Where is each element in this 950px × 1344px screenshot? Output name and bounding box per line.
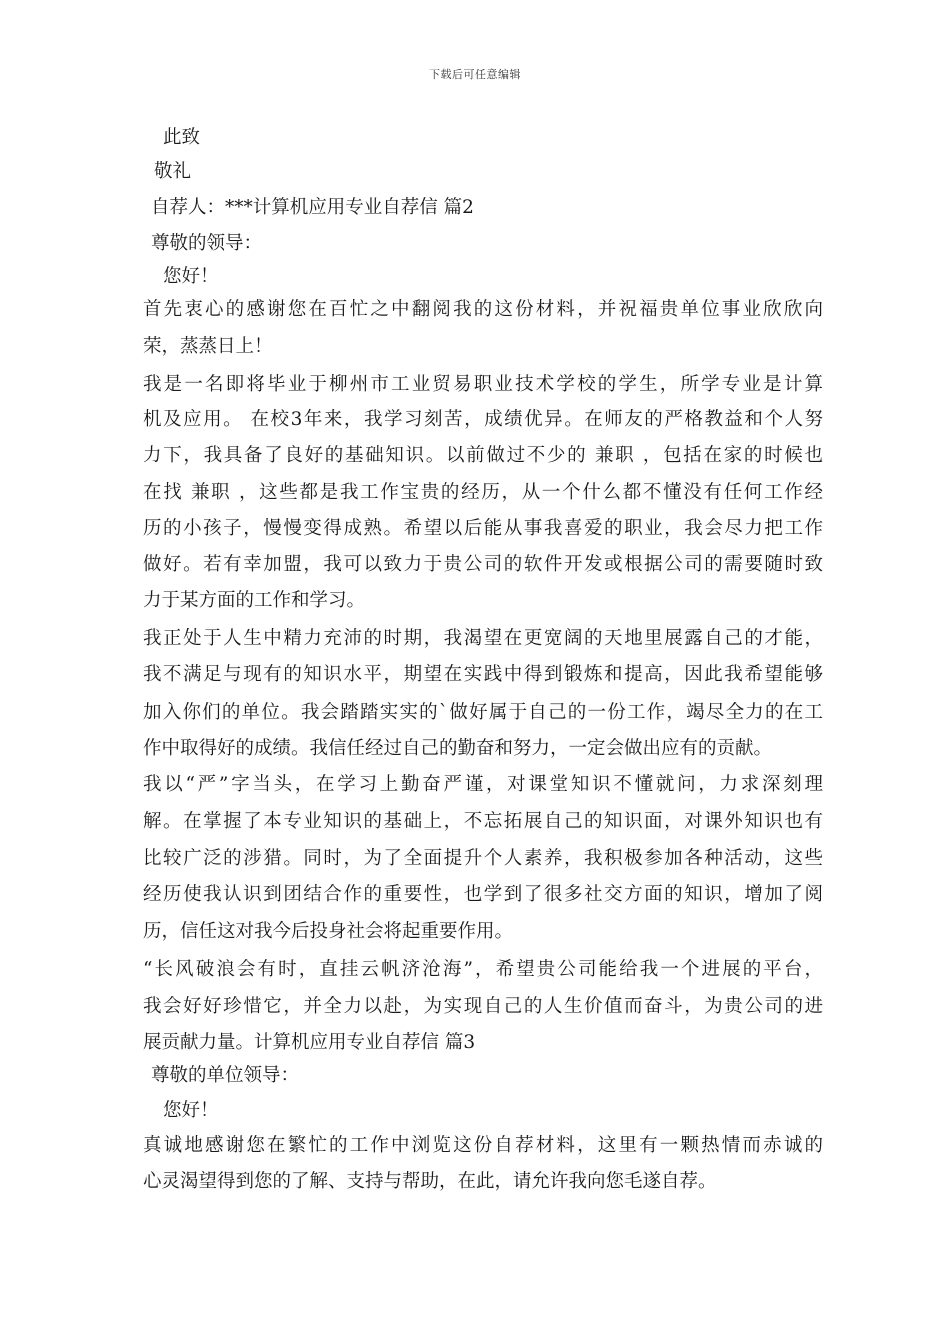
paragraph-line: 加入你们的单位。我会踏踏实实的`做好属于自己的一份工作，竭尽全力的在工: [143, 702, 823, 723]
signature-title-line: 自荐人：***计算机应用专业自荐信 篇2: [151, 197, 474, 218]
paragraph-line: 做好。若有幸加盟，我可以致力于贵公司的软件开发或根据公司的需要随时致: [143, 554, 823, 575]
paragraph-line: 展贡献力量。计算机应用专业自荐信 篇3: [143, 1032, 476, 1053]
paragraph-line: 机及应用。 在校3年来，我学习刻苦，成绩优异。在师友的严格教益和个人努: [143, 409, 823, 430]
paragraph-line: 历，信任这对我今后投身社会将起重要作用。: [143, 921, 514, 942]
paragraph-line: “长风破浪会有时，直挂云帆济沧海”，希望贵公司能给我一个进展的平台，: [143, 959, 823, 980]
paragraph-line: 历的小孩子，慢慢变得成熟。希望以后能从事我喜爱的职业，我会尽力把工作: [143, 518, 823, 539]
paragraph-line: 在找 兼职 ，这些都是我工作宝贵的经历，从一个什么都不懂没有任何工作经: [143, 482, 823, 503]
paragraph-line: 经历使我认识到团结合作的重要性，也学到了很多社交方面的知识，增加了阅: [143, 884, 823, 905]
paragraph-line: 我不满足与现有的知识水平，期望在实践中得到锻炼和提高，因此我希望能够: [143, 664, 823, 685]
paragraph-line: 心灵渴望得到您的了解、支持与帮助，在此，请允许我向您毛遂自荐。: [143, 1171, 717, 1192]
paragraph-line: 首先衷心的感谢您在百忙之中翻阅我的这份材料，并祝福贵单位事业欣欣向: [143, 299, 823, 320]
closing-respect: 敬礼: [154, 161, 192, 182]
paragraph-line: 解。在掌握了本专业知识的基础上，不忘拓展自己的知识面，对课外知识也有: [143, 811, 823, 832]
paragraph-line: 作中取得好的成绩。我信任经过自己的勤奋和努力，一定会做出应有的贡献。: [143, 738, 773, 759]
greeting-recipient: 尊敬的单位领导：: [151, 1065, 300, 1086]
greeting-hello: 您好！: [163, 266, 219, 287]
paragraph-line: 力于某方面的工作和学习。: [143, 590, 366, 611]
paragraph-line: 我以“严”字当头，在学习上勤奋严谨，对课堂知识不懂就问，力求深刻理: [143, 774, 823, 795]
page-header: 下载后可任意编辑: [429, 68, 521, 81]
paragraph-line: 我是一名即将毕业于柳州市工业贸易职业技术学校的学生，所学专业是计算: [143, 374, 823, 395]
paragraph-line: 力下，我具备了良好的基础知识。以前做过不少的 兼职 ，包括在家的时候也: [143, 445, 823, 466]
greeting-hello: 您好！: [163, 1100, 219, 1121]
paragraph-line: 我会好好珍惜它，并全力以赴，为实现自己的人生价值而奋斗，为贵公司的进: [143, 996, 823, 1017]
paragraph-line: 荣，蒸蒸日上！: [143, 336, 273, 357]
greeting-recipient: 尊敬的领导：: [151, 233, 263, 254]
paragraph-line: 比较广泛的涉猎。同时，为了全面提升个人素养，我积极参加各种活动，这些: [143, 848, 823, 869]
paragraph-line: 真诚地感谢您在繁忙的工作中浏览这份自荐材料，这里有一颗热情而赤诚的: [143, 1135, 823, 1156]
closing-salutation: 此致: [163, 127, 201, 148]
paragraph-line: 我正处于人生中精力充沛的时期，我渴望在更宽阔的天地里展露自己的才能，: [143, 628, 823, 649]
